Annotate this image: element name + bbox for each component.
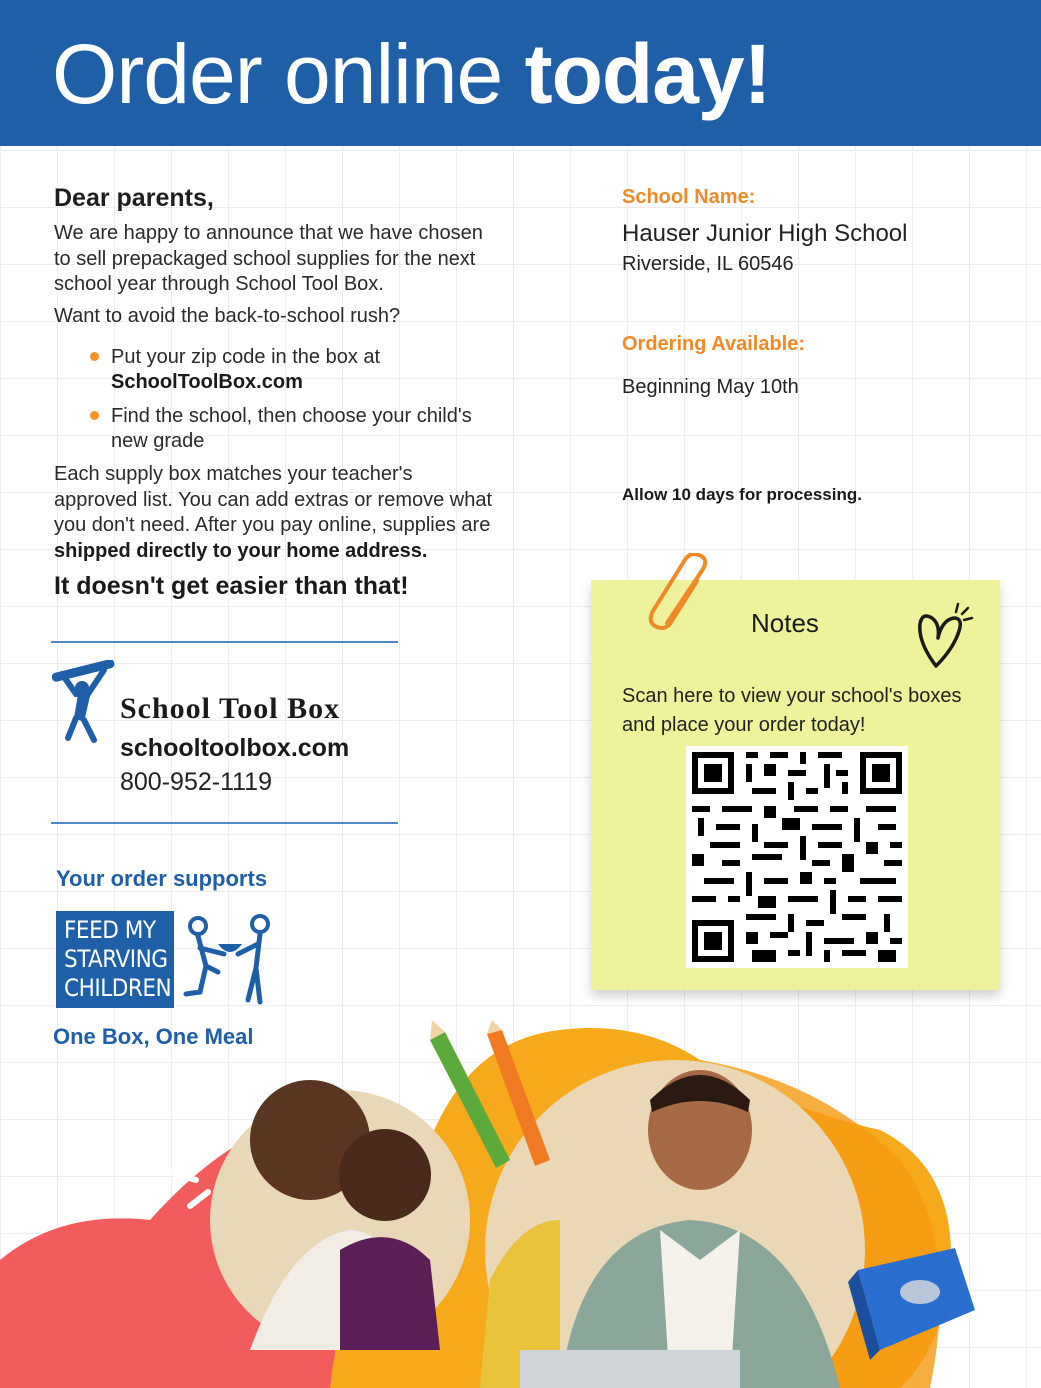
- school-location: Riverside, IL 60546: [622, 253, 794, 275]
- note-text: Scan here to view your school's boxes and place your order today!: [622, 685, 962, 736]
- greeting: Dear parents,: [54, 184, 214, 212]
- bottom-illustration: [0, 1020, 1041, 1388]
- charity-intro: Your order supports: [56, 866, 268, 891]
- ordering-label: Ordering Available:: [622, 333, 806, 355]
- school-name: Hauser Junior High School: [622, 220, 908, 247]
- closing-line: It doesn't get easier than that!: [54, 572, 409, 600]
- intro-paragraph: We are happy to announce that we have chosen to sell prepackaged school supplies for the next school year through School Tool Box.: [54, 222, 483, 295]
- bullet-dot-icon: [90, 352, 99, 361]
- paperclip-icon: [645, 553, 715, 633]
- school-name-label: School Name:: [622, 186, 756, 208]
- brand-name: School Tool Box: [120, 692, 341, 725]
- school-tool-box-logo: [48, 660, 118, 746]
- fmsc-logo-text: FEED MY STARVING CHILDREN: [64, 916, 172, 1002]
- ordering-date: Beginning May 10th: [622, 376, 799, 398]
- processing-note: Allow 10 days for processing.: [622, 485, 862, 504]
- list-item: Find the school, then choose your child's new grade: [90, 404, 472, 454]
- page-title: Order online today!: [52, 27, 771, 121]
- question-text: Want to avoid the back-to-school rush?: [54, 305, 401, 327]
- list-item: Put your zip code in the box at SchoolToolBox.com: [90, 345, 380, 395]
- brand-phone: 800-952-1119: [120, 768, 272, 796]
- divider: [51, 641, 398, 643]
- fmsc-figures-icon: [176, 914, 276, 1008]
- brand-website[interactable]: schooltoolbox.com: [120, 734, 350, 762]
- bullet-dot-icon: [90, 411, 99, 420]
- charity-tagline: One Box, One Meal: [53, 1024, 254, 1049]
- note-title: Notes: [751, 608, 819, 638]
- divider: [51, 822, 398, 824]
- body-paragraph: Each supply box matches your teacher's approved list. You can add extras or remove what you don't need. After you pay online, supplies are shipped directly to your home address.: [54, 463, 493, 562]
- heart-doodle-icon: [912, 602, 974, 672]
- qr-code[interactable]: [686, 746, 908, 968]
